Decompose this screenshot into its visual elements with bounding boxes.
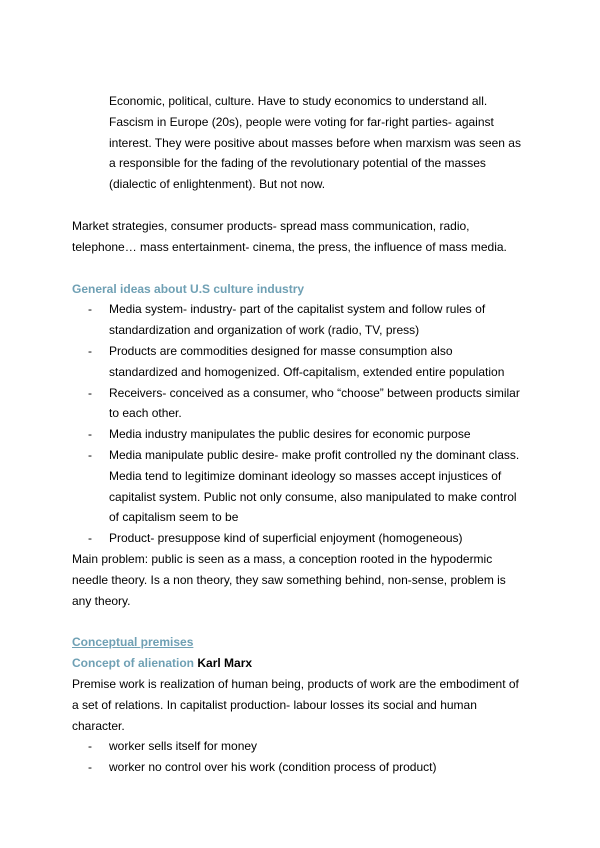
- text-line: standardization and organization of work (radio, TV, press): [109, 323, 420, 338]
- text-line: [72, 341, 532, 362]
- text-line: Market strategies, consumer products- spread mass communication, radio,: [72, 218, 470, 233]
- list-item: [72, 736, 532, 757]
- bullet-text: worker sells itself for money: [109, 739, 258, 754]
- bullet-dash: -: [88, 343, 92, 358]
- spacer: [72, 611, 532, 632]
- spacer: [72, 195, 532, 216]
- text-line: (dialectic of enlightenment). But not now.: [109, 177, 326, 192]
- bullet-text: Product- presuppose kind of superficial enjoyment (homogeneous): [109, 531, 463, 546]
- bullet-dash: -: [88, 760, 92, 775]
- bullet-dash: -: [88, 385, 92, 400]
- text-line: Premise work is realization of human being, products of work are the embodiment of: [72, 676, 519, 691]
- bullet-text: Media industry manipulates the public desires for economic purpose: [109, 427, 471, 442]
- text-line: [72, 528, 532, 549]
- text-line: capitalist system. Public not only consume, also manipulated to make control: [109, 489, 517, 504]
- document-page: [72, 91, 532, 778]
- text-line: [72, 445, 532, 466]
- bullet-text: Media manipulate public desire- make profit controlled ny the dominant class.: [109, 447, 520, 462]
- text-line: any theory.: [72, 593, 131, 608]
- alienation-subheading: [72, 653, 532, 674]
- list-item: [72, 424, 532, 445]
- text-line: needle theory. Is a non theory, they saw something behind, non-sense, problem is: [72, 572, 506, 587]
- bullet-dash: -: [88, 447, 92, 462]
- worker-list: [72, 736, 532, 778]
- bullet-text: Products are commodities designed for masse consumption also: [109, 343, 453, 358]
- text-line: Economic, political, culture. Have to study economics to understand all.: [109, 94, 488, 108]
- bullet-dash: -: [88, 427, 92, 442]
- general-ideas-heading: General ideas about U.S culture industry: [72, 281, 305, 296]
- bullet-text: Media system- industry- part of the capitalist system and follow rules of: [109, 302, 486, 317]
- conceptual-premises-heading: Conceptual premises: [72, 635, 194, 650]
- bullet-dash: -: [88, 302, 92, 317]
- text-line: [72, 383, 532, 404]
- text-line: standardized and homogenized. Off-capitalism, extended entire population: [109, 364, 505, 379]
- bullet-dash: -: [88, 531, 92, 546]
- text-line: character.: [72, 718, 125, 733]
- text-line: Main problem: public is seen as a mass, a conception rooted in the hypodermic: [72, 551, 493, 566]
- text-line: interest. They were positive about masses before when marxism was seen as: [109, 135, 521, 150]
- text-line: [72, 299, 532, 320]
- list-item: [72, 383, 532, 425]
- list-item: [72, 757, 532, 778]
- text-line: Fascism in Europe (20s), people were voting for far-right parties- against: [109, 114, 494, 129]
- bullet-text: worker no control over his work (condition process of product): [109, 760, 437, 775]
- text-line: to each other.: [109, 406, 182, 421]
- list-item: [72, 341, 532, 383]
- subheading-text: Concept of alienation: [72, 656, 195, 671]
- main-problem-paragraph: [72, 549, 532, 611]
- market-paragraph: [72, 216, 532, 258]
- text-line: [72, 424, 532, 445]
- author-name: Karl Marx: [197, 656, 253, 671]
- list-item: [72, 445, 532, 528]
- premise-paragraph: [72, 674, 532, 736]
- text-line: telephone… mass entertainment- cinema, the press, the influence of mass media.: [72, 239, 507, 254]
- bullet-dash: -: [88, 739, 92, 754]
- text-line: of capitalism seem to be: [109, 510, 239, 525]
- general-ideas-list: [72, 299, 532, 549]
- list-item: [72, 299, 532, 341]
- text-line: Media tend to legitimize dominant ideology so masses accept injustices of: [109, 468, 502, 483]
- text-line: a set of relations. In capitalist production- labour losses its social and human: [72, 697, 477, 712]
- bullet-text: Receivers- conceived as a consumer, who “choose” between products similar: [109, 385, 520, 400]
- list-item: [72, 528, 532, 549]
- spacer: [72, 258, 532, 279]
- text-line: a responsible for the fading of the revolutionary potential of the masses: [109, 156, 486, 171]
- intro-paragraph: [72, 91, 532, 195]
